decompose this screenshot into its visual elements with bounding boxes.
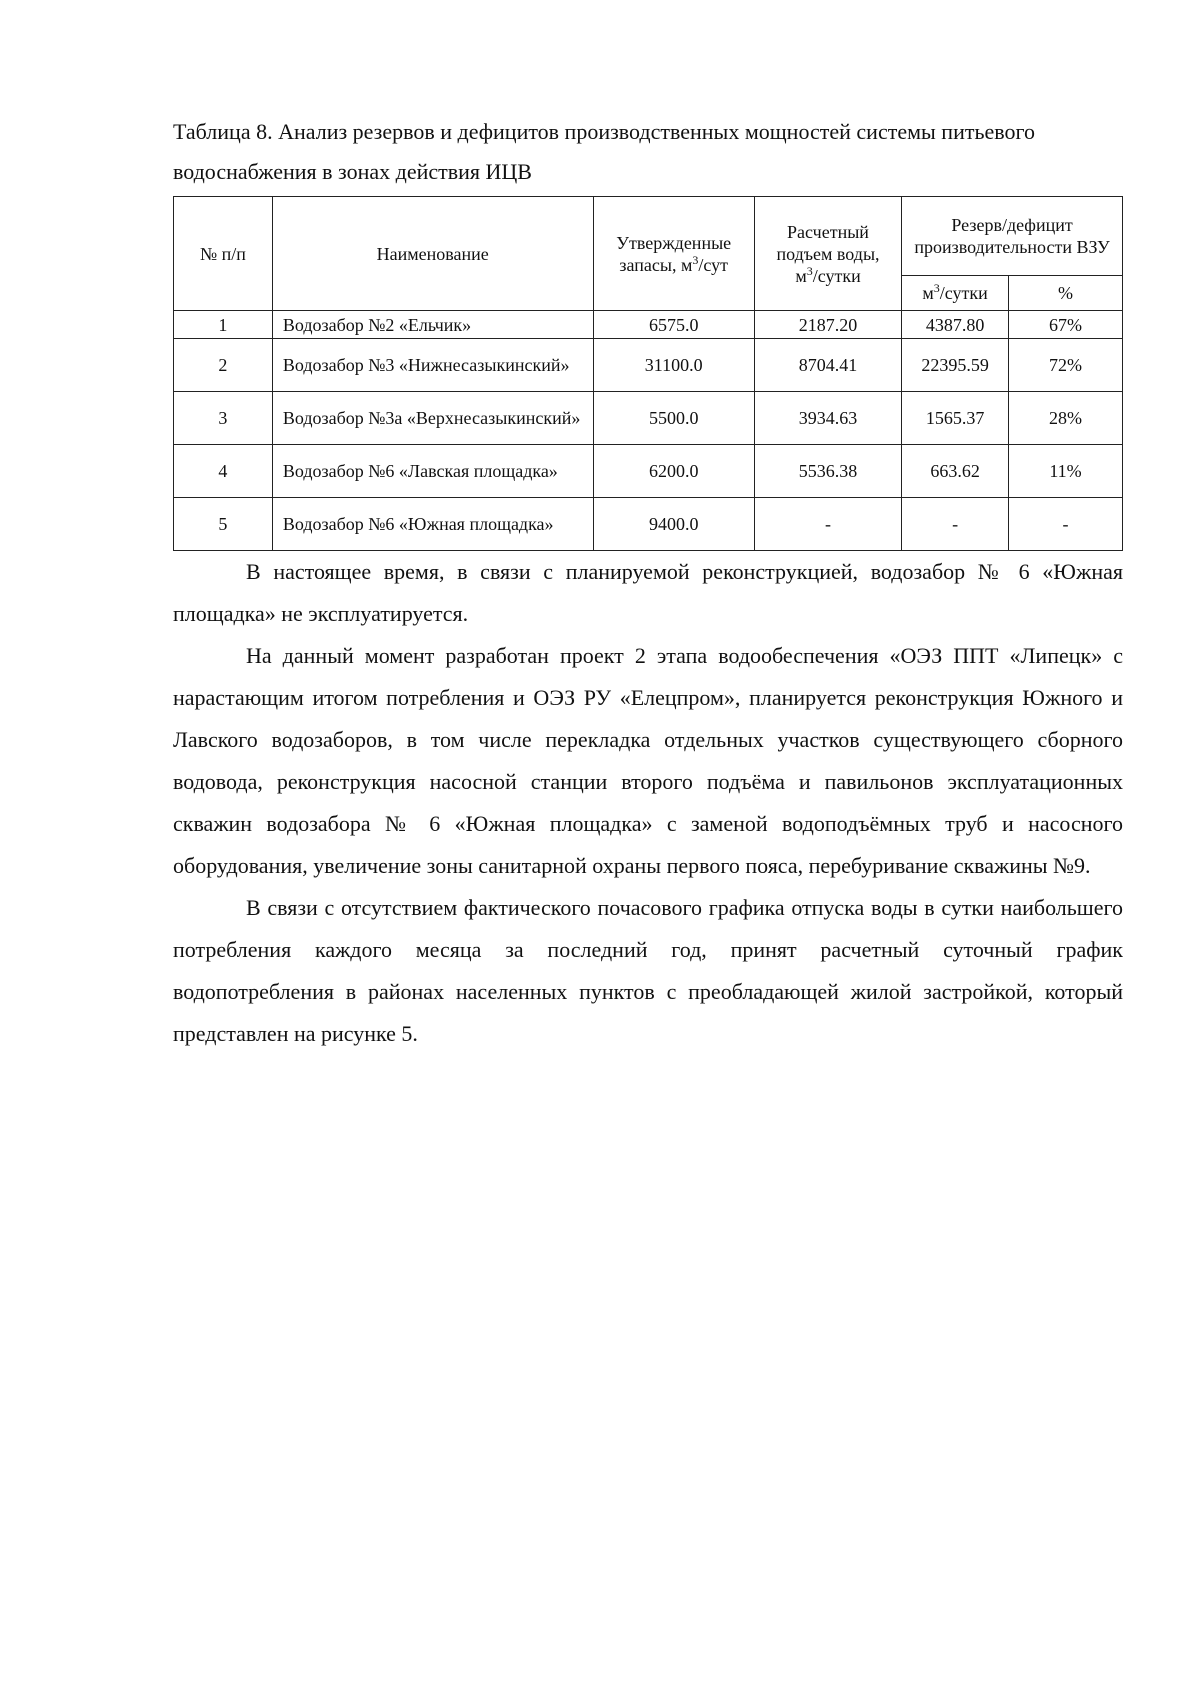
document-page xyxy=(173,112,1123,1055)
cell-name: Водозабор №6 «Южная площадка» xyxy=(272,498,593,551)
table-row xyxy=(174,498,1123,551)
cell-reserve: - xyxy=(902,498,1009,551)
header-stock xyxy=(593,197,754,311)
cell-no: 1 xyxy=(174,311,273,339)
cell-stock: 6575.0 xyxy=(593,311,754,339)
cell-reserve: 663.62 xyxy=(902,445,1009,498)
cell-stock: 6200.0 xyxy=(593,445,754,498)
header-sub-m3-text: м xyxy=(922,283,934,303)
cell-name: Водозабор №3 «Нижнесазыкинский» xyxy=(272,339,593,392)
cell-name: Водозабор №3а «Верхнесазыкинский» xyxy=(272,392,593,445)
cell-stock: 31100.0 xyxy=(593,339,754,392)
table-row xyxy=(174,339,1123,392)
cell-no: 2 xyxy=(174,339,273,392)
header-stock-text: Утвержденные запасы, м xyxy=(616,232,732,275)
paragraph-schedule: В связи с отсутствием фактического почасового графика отпуска воды в сутки наибольшего потребления каждого месяца за последний год, принят расчетный суточный график водопотребления в районах населенных пунктов с преобладающей жилой застройкой, который представлен на рисунке 5. xyxy=(173,895,1123,1046)
cell-no: 5 xyxy=(174,498,273,551)
table-row xyxy=(174,392,1123,445)
header-calc-tail: /сутки xyxy=(812,265,861,286)
header-no: № п/п xyxy=(174,197,273,311)
cell-calc: - xyxy=(754,498,901,551)
header-stock-sup: 3 xyxy=(692,252,699,267)
cell-stock: 5500.0 xyxy=(593,392,754,445)
table-row xyxy=(174,445,1123,498)
paragraph-status: В настоящее время, в связи с планируемой реконструкцией, водозабор № 6 «Южная площадка» не эксплуатируется. xyxy=(173,559,1123,626)
header-sub-m3-tail: /сутки xyxy=(939,283,988,303)
paragraph-project: На данный момент разработан проект 2 этапа водообеспечения «ОЭЗ ППТ «Липецк» с нарастающим итогом потребления и ОЭЗ РУ «Елецпром», планируется реконструкция Южного и Лавского водозаборов, в том числе перекладка отдельных участков существующего сборного водовода, реконструкция насосной станции второго подъёма и павильонов эксплуатационных скважин водозабора № 6 «Южная площадка» с заменой водоподъёмных труб и насосного оборудования, увеличение зоны санитарной охраны первого пояса, перебуривание скважины №9. xyxy=(173,643,1123,878)
cell-reserve: 1565.37 xyxy=(902,392,1009,445)
cell-calc: 3934.63 xyxy=(754,392,901,445)
cell-pct: - xyxy=(1009,498,1123,551)
header-calc xyxy=(754,197,901,311)
table-row xyxy=(174,311,1123,339)
header-sub-m3 xyxy=(902,276,1009,311)
cell-no: 3 xyxy=(174,392,273,445)
cell-calc: 5536.38 xyxy=(754,445,901,498)
cell-pct: 72% xyxy=(1009,339,1123,392)
cell-reserve: 4387.80 xyxy=(902,311,1009,339)
reserves-table xyxy=(173,196,1123,551)
header-sub-pct: % xyxy=(1009,276,1123,311)
header-calc-sup: 3 xyxy=(806,263,813,278)
table-header-row xyxy=(174,197,1123,276)
header-stock-tail: /сут xyxy=(698,254,728,275)
cell-no: 4 xyxy=(174,445,273,498)
header-sub-m3-sup: 3 xyxy=(933,281,940,295)
cell-calc: 8704.41 xyxy=(754,339,901,392)
cell-pct: 67% xyxy=(1009,311,1123,339)
table-caption: Таблица 8. Анализ резервов и дефицитов производственных мощностей системы питьевого водоснабжения в зонах действия ИЦВ xyxy=(173,119,1035,184)
cell-name: Водозабор №6 «Лавская площадка» xyxy=(272,445,593,498)
cell-stock: 9400.0 xyxy=(593,498,754,551)
header-calc-line1: Расчетный подъем воды, xyxy=(776,221,880,264)
header-name: Наименование xyxy=(272,197,593,311)
cell-name: Водозабор №2 «Ельчик» xyxy=(272,311,593,339)
header-reserve: Резерв/дефицит производительности ВЗУ xyxy=(902,197,1123,276)
header-calc-unit: м xyxy=(795,265,807,286)
cell-calc: 2187.20 xyxy=(754,311,901,339)
cell-pct: 28% xyxy=(1009,392,1123,445)
cell-reserve: 22395.59 xyxy=(902,339,1009,392)
cell-pct: 11% xyxy=(1009,445,1123,498)
